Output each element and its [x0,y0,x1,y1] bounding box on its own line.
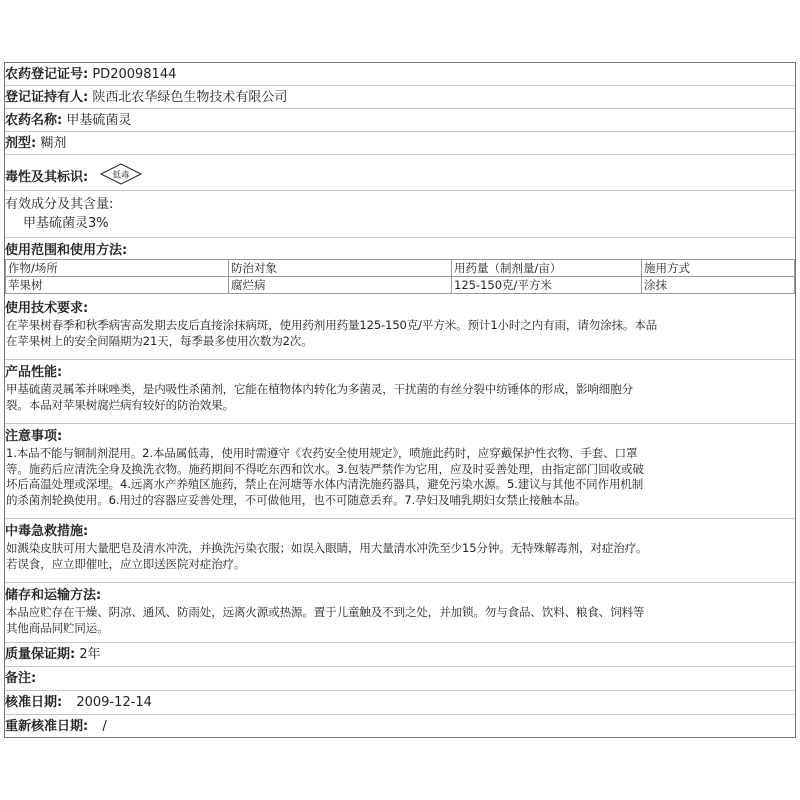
reapproval-date-label: 重新核准日期: [5,719,89,734]
toxicity-label: 毒性及其标识: [5,170,89,185]
table-header-cell: 施用方式 [642,260,795,277]
ingredient-label: 有效成分及其含量: [5,197,114,212]
scope-heading-row [5,238,795,259]
approval-date-label: 核准日期: [5,695,63,710]
formulation-label: 剂型: [5,136,37,151]
notes-section-title: 注意事项: [5,429,63,444]
holder-label: 登记证持有人: [5,90,89,105]
toxicity-row [5,155,795,191]
reapproval-date-value: / [102,719,107,734]
storage-section [5,583,795,643]
ingredient-block [5,191,795,238]
toxicity-badge-text: 低毒 [112,170,130,181]
table-header-cell: 作物/场所 [6,260,229,277]
table-cell: 腐烂病 [229,277,452,294]
pesticide-label-document [4,62,796,738]
table-header-cell: 用药量（制剂量/亩） [452,260,642,277]
first-aid-line: 若误食，应立即催吐，应立即送医院对症治疗。 [6,556,246,571]
tech-line: 在苹果树上的安全间隔期为21天，每季最多使用次数为2次。 [6,333,313,348]
approval-date-value: 2009-12-14 [76,695,152,710]
registration-number-row [5,63,795,86]
warranty-row [5,643,795,667]
table-cell: 苹果树 [6,277,229,294]
performance-line: 甲基硫菌灵属苯并咪唑类，是内吸性杀菌剂，它能在植物体内转化为多菌灵，干扰菌的有丝分裂中纺锤体的形成，影响细胞分 [6,382,633,396]
warranty-label: 质量保证期: [5,647,76,662]
tech-section [5,299,795,360]
pesticide-name-value: 甲基硫菌灵 [66,113,132,128]
notes-line: 等。施药后应清洗全身及换洗衣物。施药期间不得吃东西和饮水。3.包装严禁作为它用，应及时妥善处理，由指定部门回收或破 [6,461,644,476]
registration-number-label: 农药登记证号: [5,67,89,82]
table-header-row [6,260,795,277]
notes-line: 坏后高温处理或深埋。4.远离水产养殖区施药，禁止在河塘等水体内清洗施药器具，避免污染水源。5.建议与其他不同作用机制 [6,477,644,492]
tech-section-title: 使用技术要求: [5,301,89,316]
holder-value: 陕西北农华绿色生物技术有限公司 [92,90,288,105]
notes-section [5,424,795,519]
first-aid-section [5,519,795,583]
pesticide-name-row [5,109,795,132]
first-aid-section-title: 中毒急救措施: [5,524,89,539]
remarks-label: 备注: [5,671,37,686]
warranty-value: 2年 [79,647,101,662]
first-aid-line: 如溅染皮肤可用大量肥皂及清水冲洗，并换洗污染衣服；如误入眼睛，用大量清水冲洗至少15分钟。无特殊解毒剂，对症治疗。 [6,541,648,555]
table-row [6,277,795,294]
usage-table [5,259,795,294]
ingredient-value: 甲基硫菌灵3% [23,216,109,231]
performance-section [5,360,795,424]
notes-line: 1.本品不能与铜制剂混用。2.本品属低毒，使用时需遵守《农药安全使用规定》，喷施此药时，应穿戴保护性衣物、手套、口罩 [6,446,638,460]
registration-number-value: PD20098144 [92,67,177,82]
notes-line: 的杀菌剂轮换使用。6.用过的容器应妥善处理，不可做他用，也不可随意丢弃。7.孕妇及哺乳期妇女禁止接触本品。 [6,492,587,507]
performance-line: 裂。本品对苹果树腐烂病有较好的防治效果。 [6,397,234,412]
table-header-cell: 防治对象 [229,260,452,277]
performance-section-title: 产品性能: [5,365,63,380]
table-cell: 涂抹 [642,277,795,294]
tech-line: 在苹果树春季和秋季病害高发期去皮后直接涂抹病斑，使用药剂用药量125-150克/平方米。预计1小时之内有雨，请勿涂抹。本品 [6,318,658,332]
formulation-row [5,132,795,155]
table-cell: 125-150克/平方米 [452,277,642,294]
storage-line: 本品应贮存在干燥、阴凉、通风、防雨处，远离火源或热源。置于儿童触及不到之处，并加锁。勿与食品、饮料、粮食、饲料等 [6,605,645,619]
scope-heading: 使用范围和使用方法: [5,243,128,258]
storage-section-title: 储存和运输方法: [5,588,102,603]
low-toxicity-diamond-icon [100,163,142,192]
holder-row [5,86,795,109]
reapproval-date-row [5,715,795,737]
approval-date-row [5,691,795,715]
storage-line: 其他商品同贮同运。 [6,620,109,635]
remarks-row [5,667,795,691]
formulation-value: 糊剂 [40,136,67,151]
pesticide-name-label: 农药名称: [5,113,63,128]
